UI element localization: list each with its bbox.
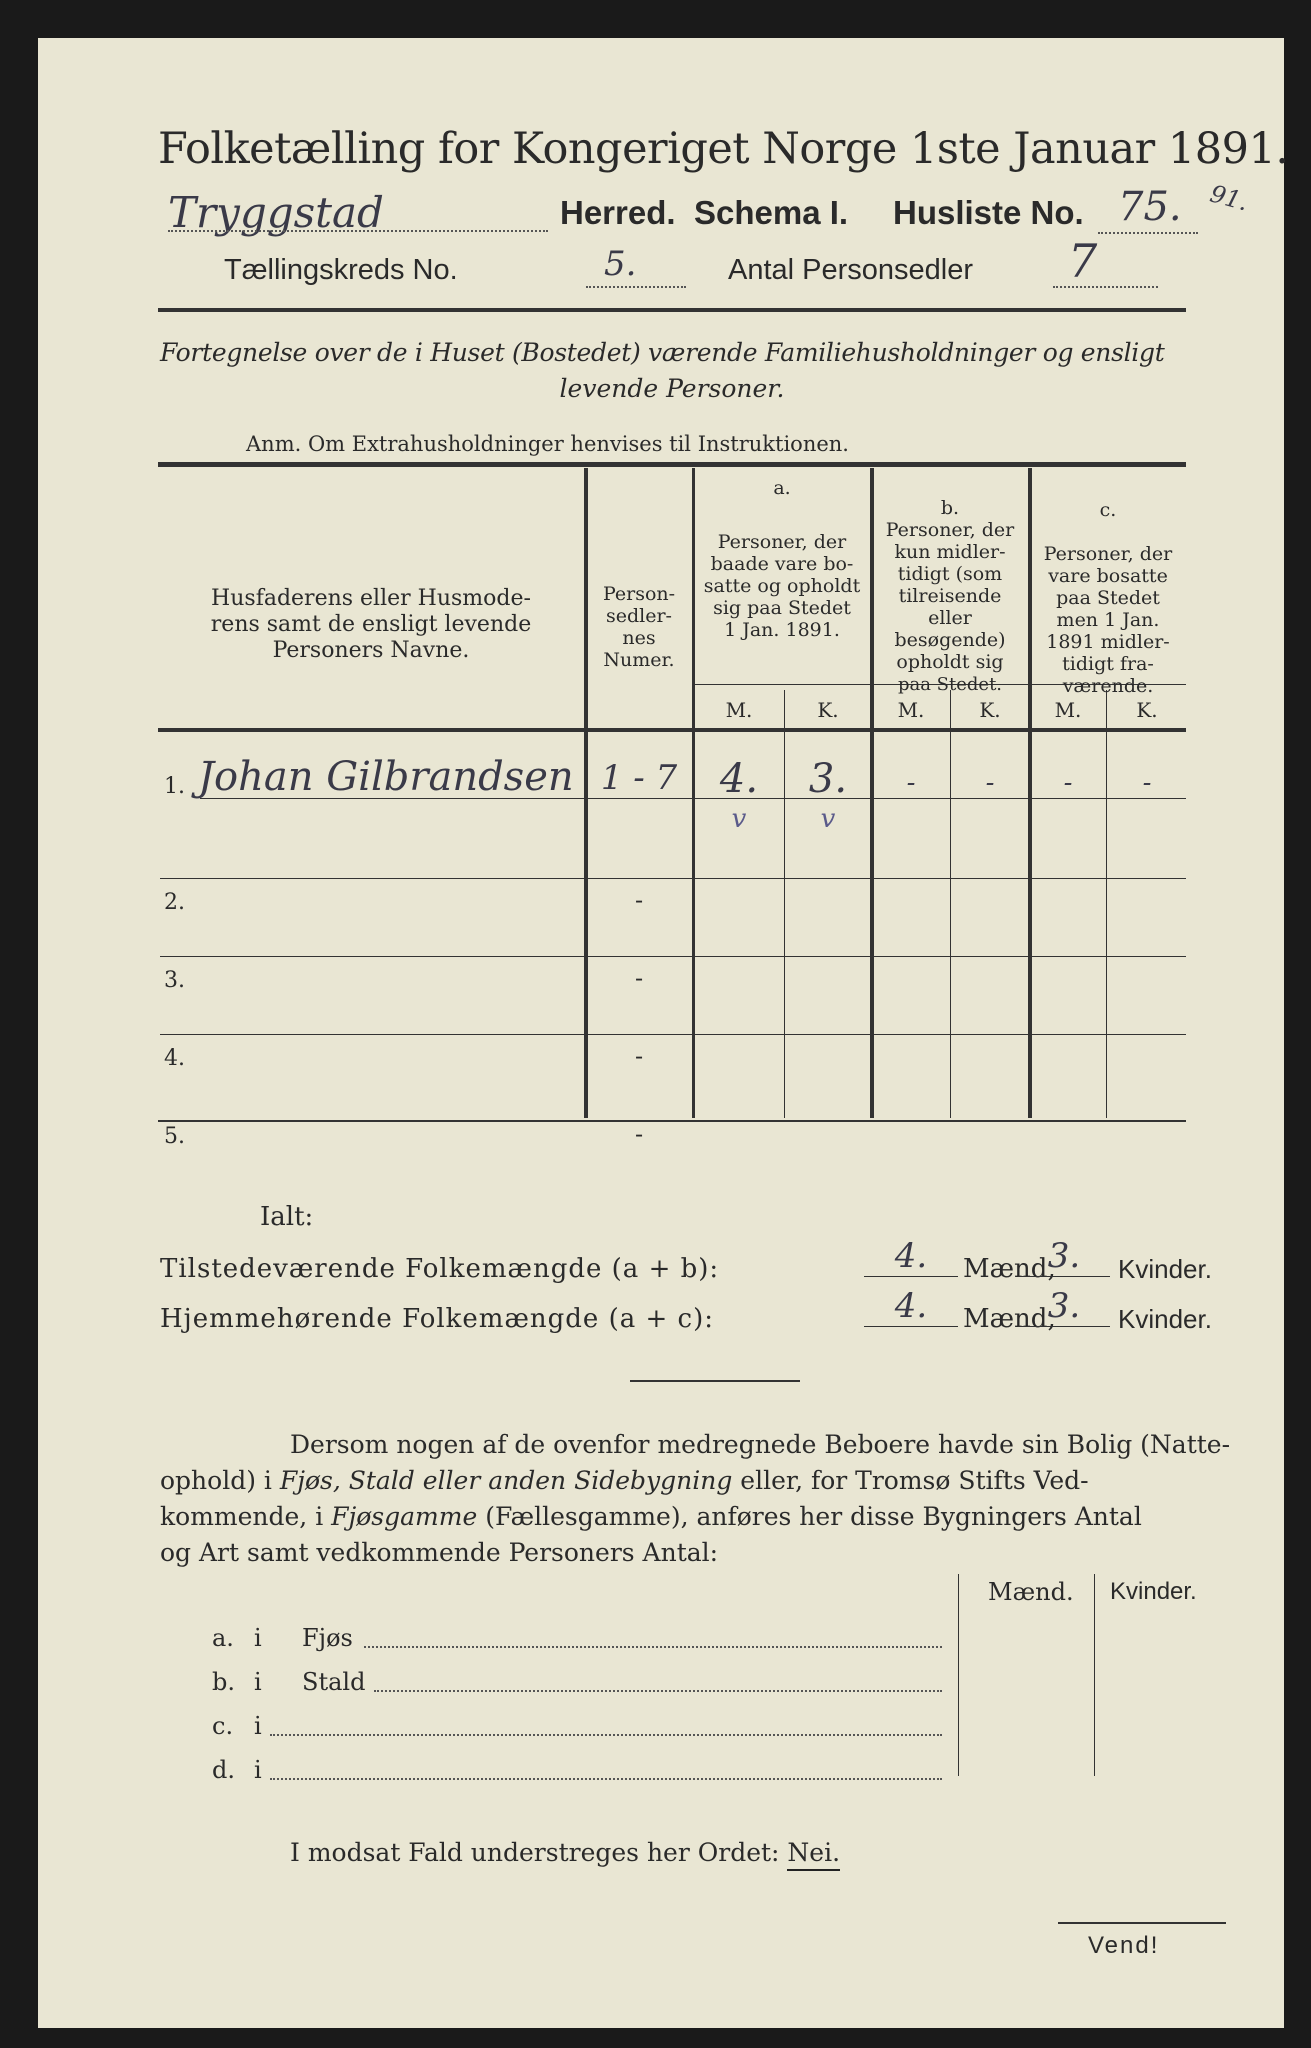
husliste-dotline [1098,232,1198,234]
outbuild-b-label: Stald [302,1668,366,1696]
antal-label: Antal Personsedler [728,254,974,286]
hjemme-maend-line [864,1326,958,1327]
outbuild-col-divider-2 [1094,1574,1095,1776]
husliste-value: 75. [1118,184,1182,230]
outbuild-line-3b: Fjøsgamme [331,1502,478,1531]
col-c-line-4: men 1 Jan. [1056,609,1160,631]
kreds-value: 5. [604,244,637,284]
outbuild-line-3 [160,1502,1142,1531]
outbuild-b-dotline [374,1690,942,1692]
col-c-m-header: M. [1054,698,1082,722]
col-a-line-1: Personer, der [717,531,847,553]
col-b-line-6: besøgende) [894,629,1006,651]
hjemme-kvinder-line [1018,1326,1110,1327]
row-1-a-m-check: v [731,804,747,834]
col-b-letter: b. [940,497,960,519]
outbuild-d-i: i [254,1756,262,1784]
col-b-k-header: K. [979,698,1001,722]
tilstede-maend-label: Mænd, [963,1254,1056,1284]
col-c-k-header: K. [1136,698,1158,722]
outbuild-a-letter: a. [212,1624,234,1652]
outbuild-line-2 [160,1466,1089,1495]
col-a-letter: a. [773,477,791,499]
col-name-header-1: Husfaderens eller Husmode- [211,586,531,611]
outbuild-c-letter: c. [212,1712,234,1740]
col-c-line-2: vare bosatte [1048,565,1168,587]
antal-dotline [1053,286,1158,288]
tilstede-kvinder-value: 3. [1047,1236,1081,1276]
row-2-number: 2. [164,890,185,915]
row-1-num: 1 - 7 [600,758,678,798]
col-c-line-1: Personer, der [1043,543,1173,565]
col-b-line-8: paa Stedet. [897,674,1003,695]
herred-label: Herred. [560,194,676,231]
husliste-label: Husliste No. [893,194,1084,231]
outbuild-col-divider-1 [958,1574,959,1776]
header-rule [158,308,1186,312]
col-c-line-7: værende. [1062,675,1154,697]
col-a-k-header: K. [817,698,839,722]
anm-note: Anm. Om Extrahusholdninger henvises til Instruktionen. [246,432,849,456]
col-b-m-header: M. [897,698,925,722]
intro-line-2: levende Personer. [559,374,785,403]
ialt-label: Ialt: [260,1202,314,1232]
row-1-a-k-check: v [820,804,836,834]
row-5-num: - [634,1120,644,1148]
col-b-line-3: tidigt (som [897,563,1003,585]
row-1-c-k: - [1142,768,1152,798]
row-1-c-m: - [1063,768,1073,798]
outbuild-a-label: Fjøs [302,1624,353,1652]
section-separator [630,1380,800,1382]
col-divider-bm [950,690,951,1118]
col-num-header-1: Person- [602,583,676,605]
tilstede-kvinder-line [1018,1276,1110,1277]
row-5-number: 5. [164,1124,185,1149]
table-top-rule [158,462,1186,467]
col-num-header-2: sedler- [606,605,672,627]
col-divider-am [784,690,785,1118]
hjemme-maend-label: Mænd, [963,1304,1056,1334]
outbuild-b-letter: b. [212,1668,235,1696]
col-num-header-3: nes [622,627,656,649]
row-1-b-m: - [906,768,916,798]
outbuild-d-letter: d. [212,1756,235,1784]
tilstede-maend-value: 4. [894,1236,928,1276]
outbuild-line-3a: kommende, i [160,1502,332,1531]
row-4-number: 4. [164,1046,185,1071]
row-3-rule [160,956,1186,957]
antal-value: 7 [1068,234,1098,288]
col-b-line-5: eller [928,607,972,629]
col-b-line-2: kun midler- [894,541,1006,563]
col-b-line-4: tilreisende [898,585,1002,607]
outbuild-c-dotline [270,1734,942,1736]
outbuild-line-2c: eller, for Tromsø Stifts Ved- [732,1466,1089,1495]
col-name-header-2: rens samt de ensligt levende [210,612,532,637]
col-b-line-1: Personer, der [885,519,1015,541]
outbuild-a-dotline [364,1646,942,1648]
col-c-letter: c. [1099,499,1117,521]
col-c-line-5: 1891 midler- [1046,631,1170,653]
row-2-rule [160,878,1186,879]
outbuild-line-2a: ophold) i [160,1466,280,1495]
outbuild-b-i: i [254,1668,262,1696]
kreds-dotline [586,286,686,288]
margin-note: 91. [1207,179,1252,217]
row-4-num: - [634,1042,644,1070]
intro-line-1: Fortegnelse over de i Huset (Bostedet) værende Familiehusholdninger og ensligt [160,338,1165,367]
outbuild-d-dotline [270,1778,942,1780]
col-a-line-3: satte og opholdt [703,575,861,597]
col-a-m-header: M. [725,698,753,722]
row-3-number: 3. [164,968,185,993]
col-a-line-4: sig paa Stedet [713,597,851,619]
outbuild-line-2b: Fjøs, Stald eller anden Sidebygning [279,1466,733,1495]
outbuild-a-i: i [254,1624,262,1652]
outbuild-line-1: Dersom nogen af de ovenfor medregnede Beboere havde sin Bolig (Natte- [290,1430,1231,1459]
modsat-text: I modsat Fald understreges her Ordet: [290,1838,788,1867]
vend-rule [1058,1922,1226,1924]
outbuild-kvinder-header: Kvinder. [1110,1578,1197,1605]
col-b-line-7: opholdt sig [896,651,1004,673]
row-1-number: 1. [164,774,185,799]
hjemme-kvinder-label: Kvinder. [1118,1304,1212,1334]
herred-dotline [168,230,548,232]
row-1-a-k: 3. [808,756,848,802]
hjemme-kvinder-value: 3. [1047,1286,1081,1326]
row-1-a-m: 4. [719,756,759,802]
outbuild-c-i: i [254,1712,262,1740]
modsat-line [290,1838,840,1867]
outbuild-line-4: og Art samt vedkommende Personers Antal: [160,1538,719,1567]
row-2-num: - [634,886,644,914]
col-num-header-4: Numer. [603,649,675,671]
col-a-line-5: 1 Jan. 1891. [724,619,840,641]
form-title: Folketælling for Kongeriget Norge 1ste Januar 1891. [158,124,1289,174]
col-c-line-3: paa Stedet [1056,587,1160,609]
hjemme-label: Hjemmehørende Folkemængde (a + c): [160,1304,714,1334]
row-4-rule [160,1034,1186,1035]
census-form-sheet [38,38,1289,2028]
row-1-b-k: - [985,768,995,798]
vend-text: Vend! [1088,1932,1160,1959]
col-name-header-3: Personers Navne. [272,638,470,663]
outbuild-maend-header: Mænd. [988,1578,1074,1606]
tilstede-label: Tilstedeværende Folkemængde (a + b): [160,1254,720,1284]
col-divider-cm [1106,690,1107,1118]
col-a-line-2: baade vare bo- [710,553,854,575]
tilstede-kvinder-label: Kvinder. [1118,1254,1212,1284]
hjemme-maend-value: 4. [894,1286,928,1326]
row-3-num: - [634,964,644,992]
nei-word: Nei. [787,1838,840,1871]
tilstede-maend-line [864,1276,958,1277]
row-1-name: Johan Gilbrandsen [198,754,574,800]
herred-value: Tryggstad [168,188,384,237]
col-c-line-6: tidigt fra- [1062,653,1154,675]
outbuild-line-3c: (Fællesgamme), anføres her disse Bygningers Antal [477,1502,1142,1531]
kreds-label: Tællingskreds No. [224,254,458,286]
schema-label: Schema I. [694,194,849,231]
